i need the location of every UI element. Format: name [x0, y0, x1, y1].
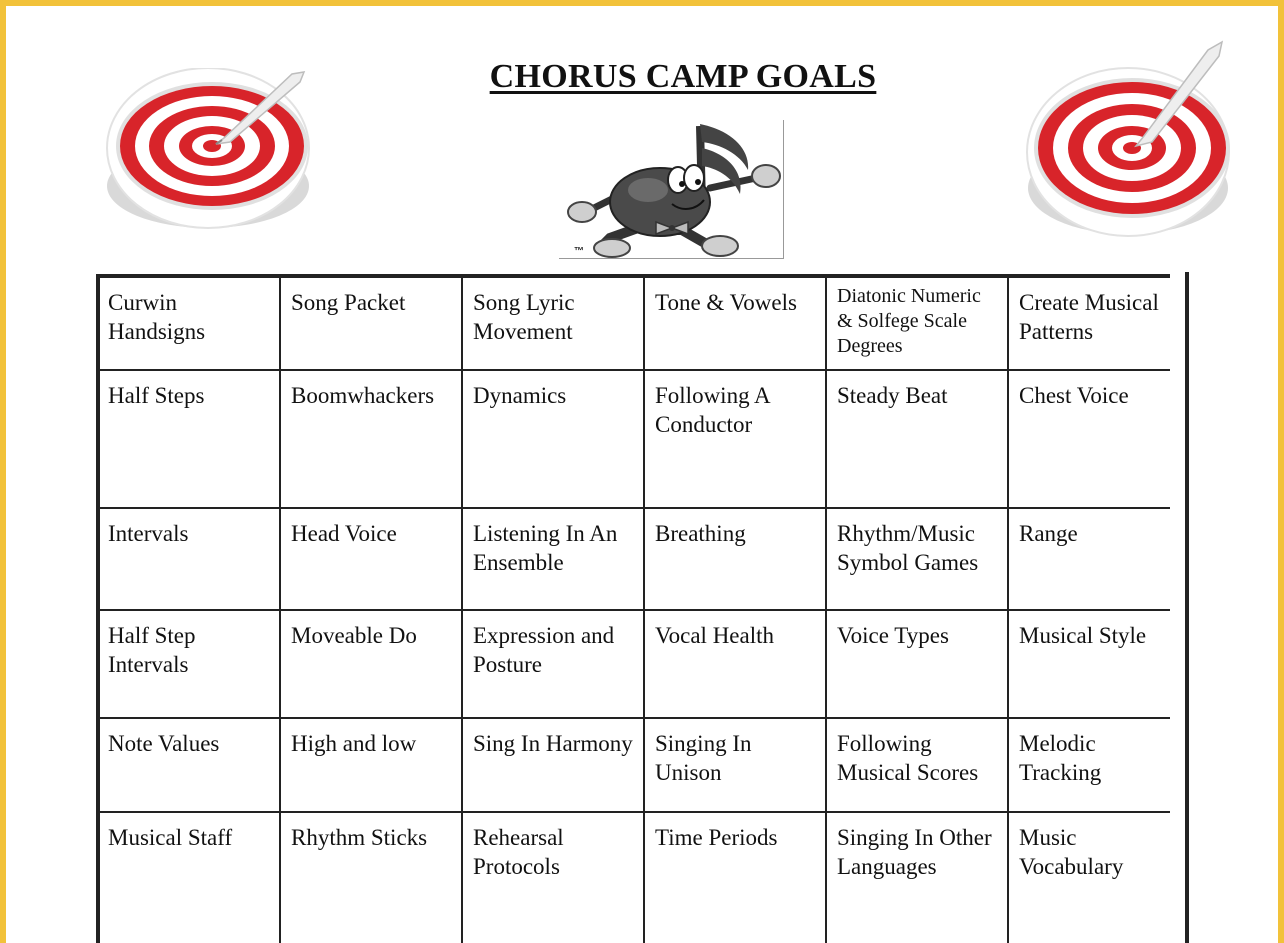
goal-label: Create Musical Patterns [1019, 290, 1159, 344]
goal-label: Diatonic Numeric & Solfege Scale Degrees [837, 285, 981, 357]
goal-label: Curwin Handsigns [108, 290, 206, 344]
goal-cell [280, 370, 462, 508]
goal-label: Voice Types [837, 623, 949, 648]
goal-cell [462, 812, 644, 943]
goal-label: Rhythm Sticks [291, 825, 428, 850]
goal-cell [826, 370, 1008, 508]
goal-label: Range [1019, 521, 1078, 546]
goal-label: Moveable Do [291, 623, 417, 648]
goal-cell [644, 812, 826, 943]
goal-label: Tone & Vowels [655, 290, 797, 315]
goal-label: Boomwhackers [291, 383, 435, 408]
goal-cell [462, 370, 644, 508]
goal-cell [98, 276, 280, 370]
goal-label: Note Values [108, 731, 220, 756]
goal-label: Rehearsal Protocols [473, 825, 564, 879]
goal-cell [644, 276, 826, 370]
goal-cell [462, 276, 644, 370]
goal-label: Intervals [108, 521, 189, 546]
target-icon [104, 68, 314, 233]
goal-cell [1008, 812, 1170, 943]
goal-label: Following A Conductor [655, 383, 770, 437]
goal-cell [98, 812, 280, 943]
goal-label: Vocal Health [655, 623, 775, 648]
target-icon [1022, 40, 1232, 240]
goal-cell [280, 276, 462, 370]
table-row [98, 610, 1170, 718]
goal-label: Song Packet [291, 290, 406, 315]
goal-cell [462, 508, 644, 610]
goal-label: Singing In Unison [655, 731, 752, 785]
goal-cell [1008, 276, 1170, 370]
table-row [98, 718, 1170, 812]
goal-label: Breathing [655, 521, 746, 546]
goal-cell [644, 508, 826, 610]
goal-label: Expression and Posture [473, 623, 615, 677]
goal-label: Half Step Intervals [108, 623, 196, 677]
goal-cell [280, 610, 462, 718]
goal-label: High and low [291, 731, 417, 756]
goal-cell [280, 812, 462, 943]
goal-label: Chest Voice [1019, 383, 1129, 408]
goal-label: Half Steps [108, 383, 205, 408]
page-title: CHORUS CAMP GOALS [489, 58, 877, 95]
goal-label: Music Vocabulary [1019, 825, 1124, 879]
goal-cell [644, 370, 826, 508]
goal-cell [280, 718, 462, 812]
goal-cell [98, 508, 280, 610]
table-row [98, 508, 1170, 610]
table-right-border [1185, 272, 1189, 943]
goal-label: Listening In An Ensemble [473, 521, 618, 575]
goal-label: Rhythm/Music Symbol Games [837, 521, 979, 575]
goal-cell [462, 718, 644, 812]
goal-cell [98, 718, 280, 812]
goal-label: Sing In Harmony [473, 731, 633, 756]
running-music-note-mascot [560, 118, 786, 260]
goal-cell [98, 610, 280, 718]
goal-label: Singing In Other Languages [837, 825, 992, 879]
goal-cell [826, 812, 1008, 943]
goal-cell [1008, 610, 1170, 718]
goal-label: Melodic Tracking [1019, 731, 1102, 785]
goal-label: Musical Style [1019, 623, 1147, 648]
goal-cell [826, 276, 1008, 370]
table-row [98, 812, 1170, 943]
goal-cell [826, 610, 1008, 718]
trademark-mark: ™ [574, 246, 584, 257]
table-row [98, 276, 1170, 370]
goal-cell [1008, 370, 1170, 508]
goals-table [96, 274, 1170, 943]
goal-cell [1008, 508, 1170, 610]
goal-cell [826, 718, 1008, 812]
goal-cell [462, 610, 644, 718]
goal-label: Time Periods [655, 825, 778, 850]
goal-cell [1008, 718, 1170, 812]
table-row [98, 370, 1170, 508]
goal-label: Musical Staff [108, 825, 233, 850]
goal-cell [826, 508, 1008, 610]
goal-cell [644, 718, 826, 812]
goal-label: Following Musical Scores [837, 731, 979, 785]
goal-cell [280, 508, 462, 610]
goal-label: Dynamics [473, 383, 567, 408]
goal-cell [644, 610, 826, 718]
goal-label: Head Voice [291, 521, 397, 546]
goal-label: Song Lyric Movement [473, 290, 575, 344]
goal-label: Steady Beat [837, 383, 948, 408]
goal-cell [98, 370, 280, 508]
